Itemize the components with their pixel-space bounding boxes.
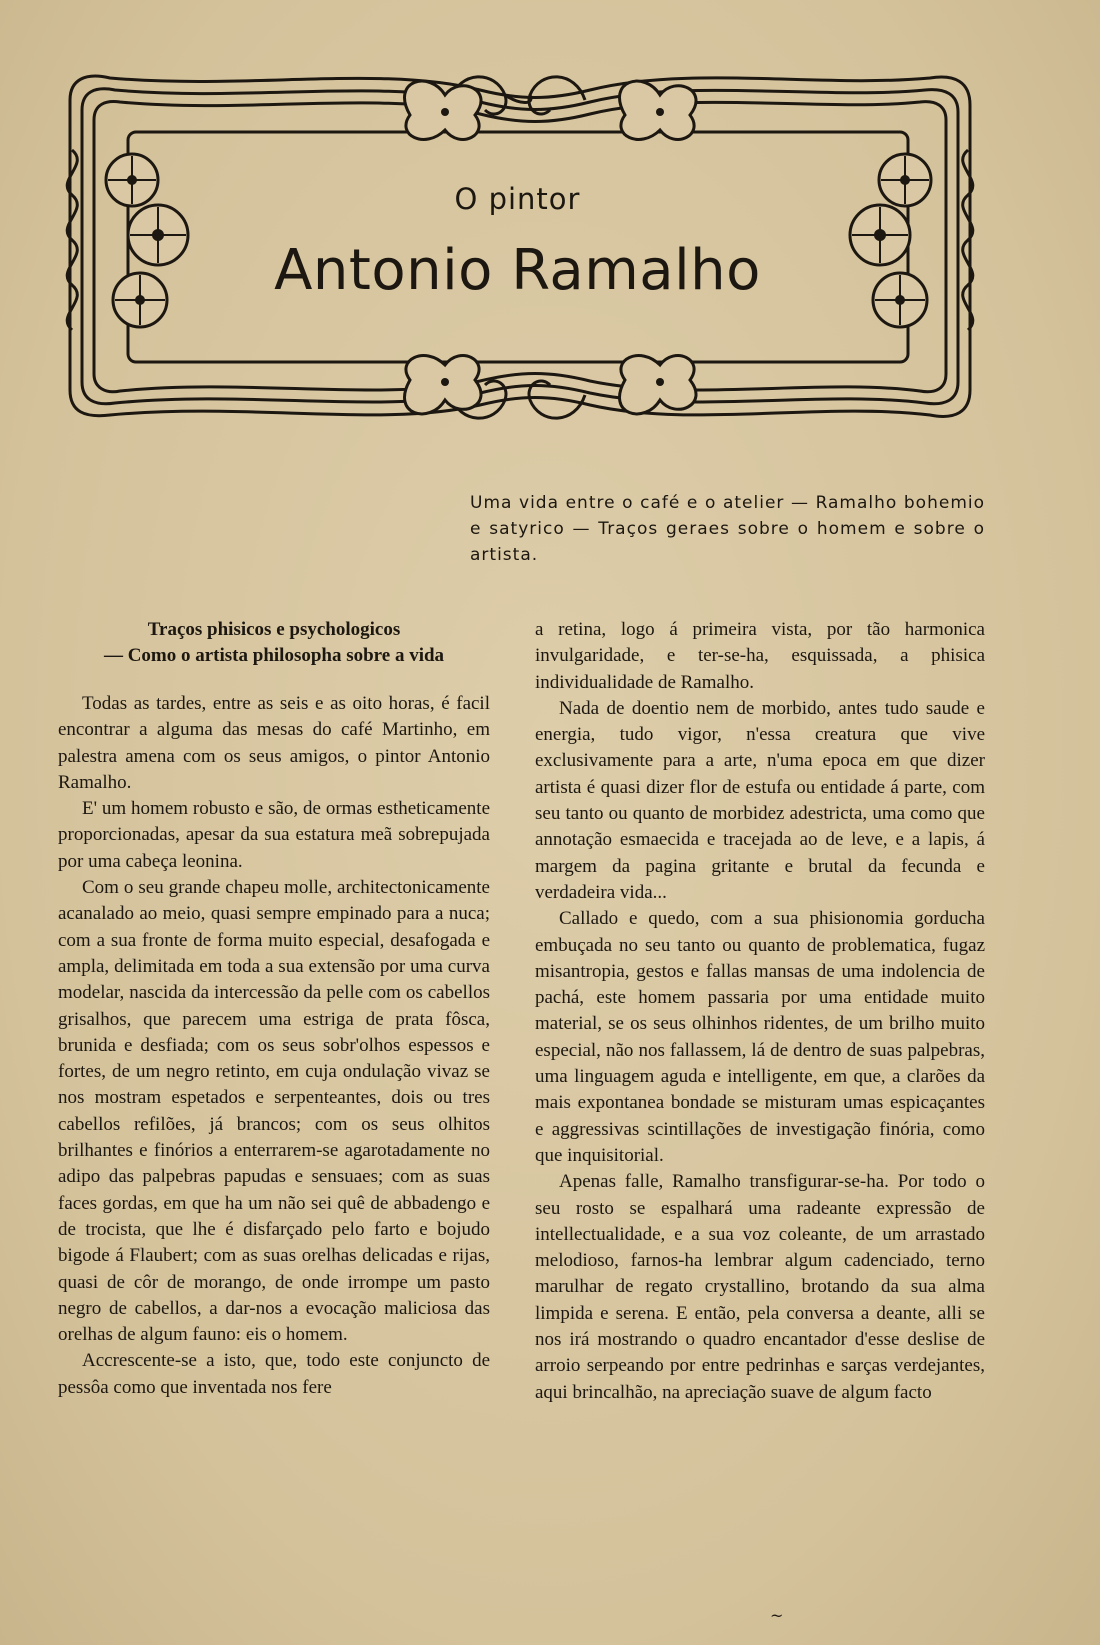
title-frame [50, 60, 985, 435]
section-heading [58, 617, 490, 669]
footer-mark: ~ [770, 1606, 784, 1625]
article-summary: Uma vida entre o café e o atelier — Ramalho bohemio e satyrico — Traços geraes sobre o homem e sobre o artista. [470, 493, 985, 565]
section-heading-line-2: — Como o artista philosopha sobre a vida [103, 645, 445, 666]
paragraph: Todas as tardes, entre as seis e as oito horas, é facil encontrar a alguma das mesas do café Martinho, em palestra amena com os seus amigos, o pintor Antonio Ramalho. [58, 693, 490, 793]
paragraph: Com o seu grande chapeu molle, architectonicamente acanalado ao meio, quasi sempre empinado para a nuca; com a sua fronte de forma muito especial, desafogada e ampla, delimitada em toda a sua extensão por uma curva modelar, nascida da intercessão da pelle com os cabellos grisalhos, que parecem uma estriga de prata fôsca, brunida e desfiada; com os seus sobr'olhos espessos e fortes, de um negro retinto, em cuja ondulação vivaz se nos mostram espetados e serpenteantes, dois ou tres cabellos refilões, já brancos; com os seus olhitos brilhantes e finórios a enterrarem-se agarotadamente no adipo das palpebras papudas e sensuaes; com as suas faces gordas, em que ha um não sei quê de abbadengo e de trocista, que lhe é disfarçado pelo farto e bojudo bigode á Flaubert; com as suas orelhas delicadas e rijas, quasi de côr de morango, de onde irrompe um pasto negro de cabellos, a dar-nos a evocação maliciosa das orelhas de algum fauno: eis o homem. [58, 877, 490, 1346]
paragraph-continuation: a retina, logo á primeira vista, por tão harmonica invulgaridade, e ter-se-ha, esquissada, a phisica individualidade de Ramalho. [535, 619, 985, 693]
paragraph: Nada de doentio nem de morbido, antes tudo saude e energia, tudo vigor, n'essa creatura que vive exclusivamente para a arte, n'uma epoca em que dizer artista é quasi dizer flor de estufa ou entidade á parte, com seu tanto ou quanto de morbidez adestricta, uma como que annotação esmaecida e tracejada ao de leve, e a lapis, á margem da pagina gritante e brutal da fecunda e verdadeira vida... [535, 697, 985, 903]
left-column [58, 617, 490, 1401]
page-subtitle: O pintor [454, 182, 581, 216]
right-column [535, 617, 985, 1406]
paragraph: E' um homem robusto e são, de ormas estheticamente proporcionadas, apesar da sua estatura meã sobrepujada por uma cabeça leonina. [58, 798, 490, 872]
section-heading-line-1: Traços phisicos e psychologicos [147, 619, 401, 640]
paragraph: Accrescente-se a isto, que, todo este conjuncto de pessôa como que inventada nos fere [58, 1350, 490, 1398]
paragraph: Apenas falle, Ramalho transfigurar-se-ha. Por todo o seu rosto se espalhará uma radeante expressão de intellectualidade, e a sua voz coleante, de um arrastado melodioso, farnos-ha lembrar algum cadenciado, terno marulhar de regato crystallino, brotando da sua alma limpida e serena. E então, pela conversa a deante, alli se nos irá mostrando o quadro encantador d'esse deslise de arroio serpeando por entre pedrinhas e sarças verdejantes, aqui brincalhão, na apreciação suave de algum facto [535, 1171, 985, 1403]
page-title: Antonio Ramalho [274, 238, 761, 303]
paragraph: Callado e quedo, com a sua phisionomia gorducha embuçada no seu tanto ou quanto de problematica, fugaz misantropia, gestos e fallas mansas de uma indolencia de pachá, este homem passaria por uma entidade muito material, se os seus olhinhos ridentes, de um brilho muito especial, não nos fallassem, lá de dentro de suas palpebras, uma linguagem aguda e intelligente, em que, a clarões da mais expontanea bondade se misturam umas espicaçantes e aggressivas scintillações de investigação finória, como que inquisitorial. [535, 908, 985, 1166]
